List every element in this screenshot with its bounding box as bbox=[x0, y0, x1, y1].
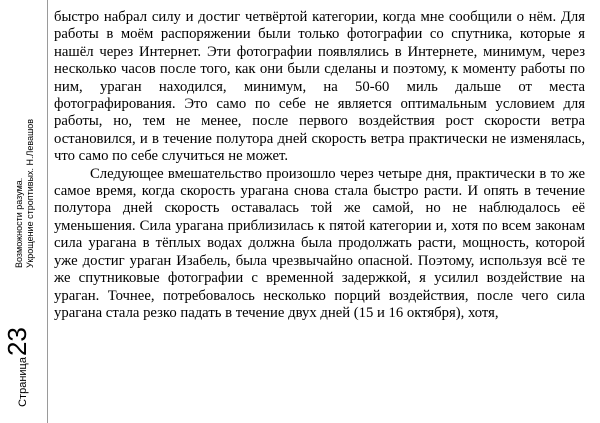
page-marker bbox=[4, 322, 34, 412]
sidebar-divider bbox=[47, 0, 48, 423]
article-body bbox=[54, 9, 585, 322]
page-sidebar bbox=[0, 0, 48, 423]
paragraph-1: быстро набрал силу и достиг четвёртой категории, когда мне сообщили о нём. Для работы в моём распоряжении были только фотографии со спутника, которые я нашёл через Интернет. Эти фотографии появлялись в Интернете, минимум, через несколько часов после того, как они были сделаны и поэтому, к моменту работы по ним, ураган находился, минимум, на 50-60 миль дальше от места фотографирования. Это само по себе не является оптимальным условием для работы, но, тем не менее, после первого воздействия рост скорости ветра остановился, и в течение полутора дней скорость ветра практически не изменялась, что само по себе случиться не может. bbox=[54, 9, 585, 165]
paragraph-2: Следующее вмешательство произошло через четыре дня, практически в то же самое время, когда скорость урагана снова стала быстро расти. И опять в течение полутора дней скорость оставалась той же самой, но не наблюдалось её уменьшения. Сила урагана приблизилась к пятой категории и, хотя по всем законам сила урагана в тёплых водах должна была продолжать расти, мощность, которой уже достиг ураган Изабель, была чрезвычайно опасной. Поэтому, используя всё те же спутниковые фотографии с временной задержкой, я усилил воздействие на ураган. Точнее, потребовалось несколько порций воздействия, после чего сила урагана стала резко падать в течение двух дней (15 и 16 октября), хотя, bbox=[54, 165, 585, 321]
page-number: 23 bbox=[2, 327, 32, 357]
page-word: Страница bbox=[17, 357, 29, 407]
running-head-title: Возможности разума. bbox=[14, 177, 24, 268]
running-head-subtitle: Укрощение строптивых. Н.Левашов bbox=[25, 118, 35, 268]
running-head bbox=[14, 108, 38, 268]
